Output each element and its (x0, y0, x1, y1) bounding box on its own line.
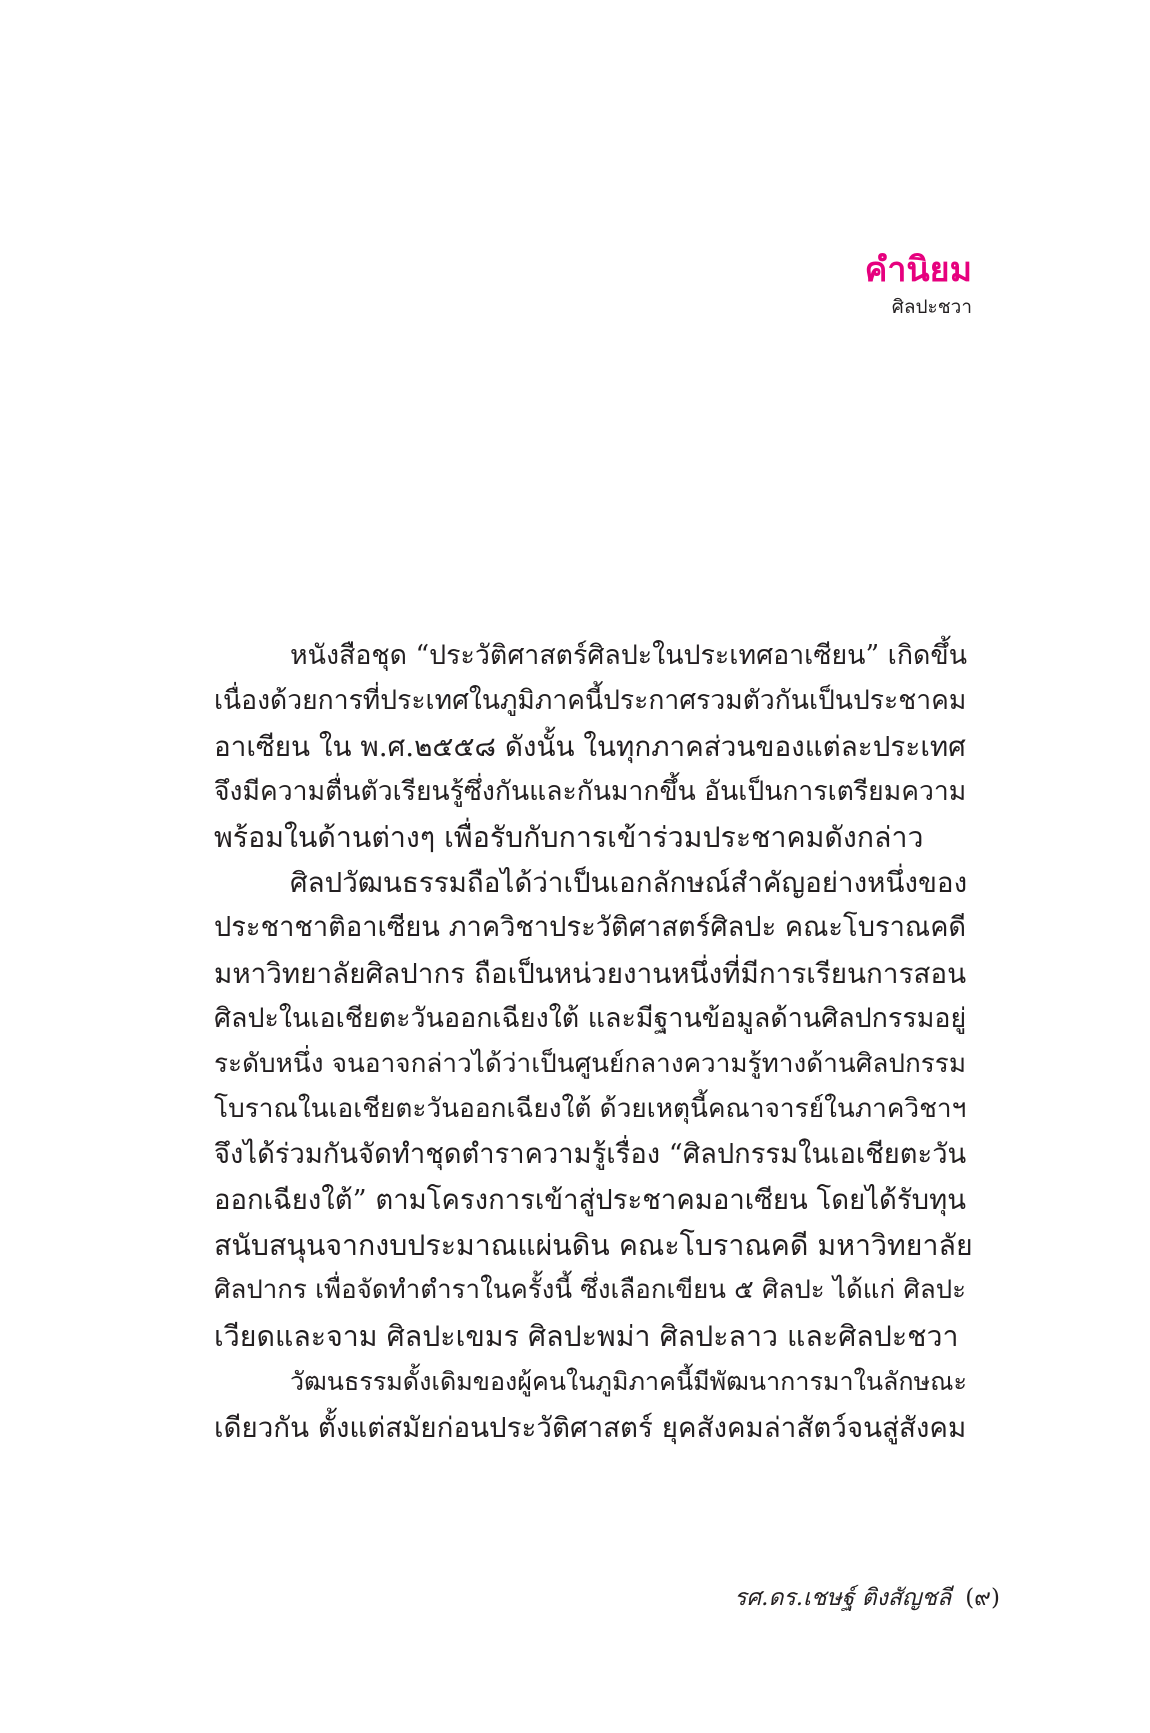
paragraph-line: พร้อมในด้านต่างๆ เพื่อรับกับการเข้าร่วมประชาคมดังกล่าว (214, 820, 924, 854)
page-title: คำนิยม (864, 250, 972, 290)
body-text (214, 633, 974, 1450)
heading-block (865, 248, 972, 320)
paragraph-line: ระดับหนึ่ง จนอาจกล่าวได้ว่าเป็นศูนย์กลางความรู้ทางด้านศิลปกรรม (214, 1048, 967, 1079)
paragraph-line: จึงมีความตื่นตัวเรียนรู้ซึ่งกันและกันมากขึ้น อันเป็นการเตรียมความ (214, 776, 967, 808)
footer-author: รศ.ดร.เชษฐ์ ติงสัญชลี (734, 1585, 952, 1611)
page-number: (๙) (965, 1585, 1000, 1611)
paragraph-line: อาเซียน ใน พ.ศ.๒๕๕๘ ดังนั้น ในทุกภาคส่วนของแต่ละประเทศ (214, 729, 966, 763)
paragraph-line: เดียวกัน ตั้งแต่สมัยก่อนประวัติศาสตร์ ยุคสังคมล่าสัตว์จนสู่สังคม (214, 1410, 967, 1444)
paragraph-line: วัฒนธรรมดั้งเดิมของผู้คนในภูมิภาคนี้มีพัฒนาการมาในลักษณะ (290, 1367, 967, 1397)
paragraph-line: ออกเฉียงใต้” ตามโครงการเข้าสู่ประชาคมอาเซียน โดยได้รับทุน (214, 1183, 966, 1216)
paragraph-line: ศิลปะในเอเชียตะวันออกเฉียงใต้ และมีฐานข้อมูลด้านศิลปกรรมอยู่ (214, 1003, 967, 1035)
page-footer (734, 1583, 1000, 1613)
paragraph-line: โบราณในเอเชียตะวันออกเฉียงใต้ ด้วยเหตุนี้คณาจารย์ในภาควิชาฯ (214, 1093, 967, 1124)
paragraph-line: เนื่องด้วยการที่ประเทศในภูมิภาคนี้ประกาศรวมตัวกันเป็นประชาคม (214, 685, 967, 717)
paragraph-line: ประชาชาติอาเซียน ภาควิชาประวัติศาสตร์ศิลปะ คณะโบราณคดี (214, 912, 967, 944)
paragraph-line: ศิลปวัฒนธรรมถือได้ว่าเป็นเอกลักษณ์สำคัญอย่างหนึ่งของ (290, 865, 968, 899)
page-subtitle: ศิลปะชวา (891, 296, 972, 318)
paragraph-line: จึงได้ร่วมกันจัดทำชุดตำราความรู้เรื่อง “ศิลปกรรมในเอเชียตะวัน (214, 1139, 967, 1171)
paragraph-line: หนังสือชุด “ประวัติศาสตร์ศิลปะในประเทศอาเซียน” เกิดขึ้น (290, 640, 967, 671)
paragraph-line: มหาวิทยาลัยศิลปากร ถือเป็นหน่วยงานหนึ่งที่มีการเรียนการสอน (214, 956, 967, 990)
paragraph-line: เวียดและจาม ศิลปะเขมร ศิลปะพม่า ศิลปะลาว และศิลปะชวา (214, 1319, 959, 1353)
paragraph-line: ศิลปากร เพื่อจัดทำตำราในครั้งนี้ ซึ่งเลือกเขียน ๕ ศิลปะ ได้แก่ ศิลปะ (214, 1275, 967, 1306)
paragraph-line: สนับสนุนจากงบประมาณแผ่นดิน คณะโบราณคดี มหาวิทยาลัย (214, 1229, 973, 1263)
